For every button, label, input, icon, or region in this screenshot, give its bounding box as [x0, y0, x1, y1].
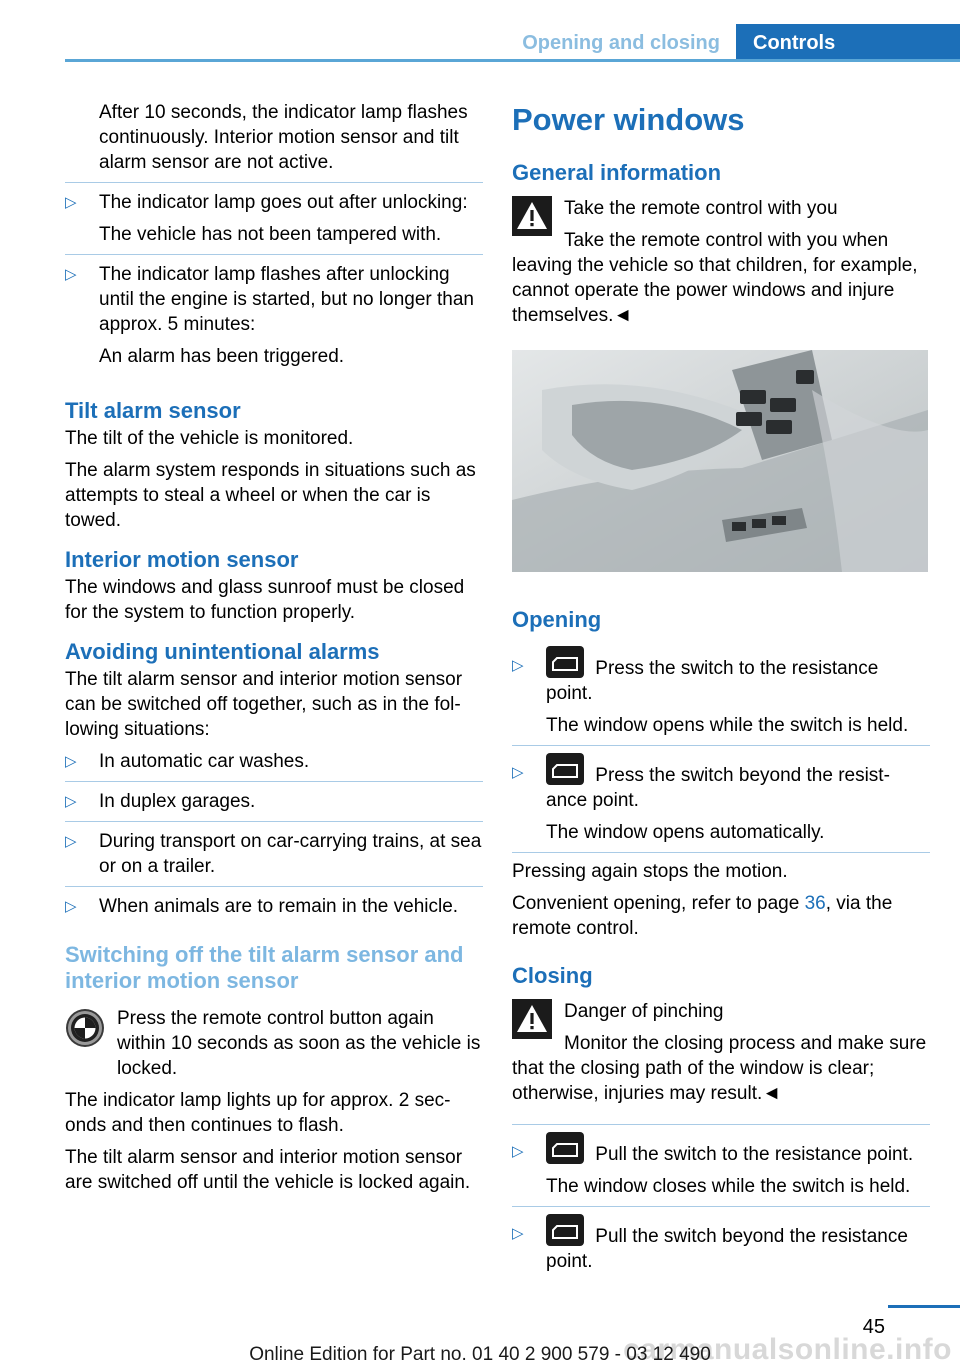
list-item-subtext: The window opens while the switch is held.: [546, 715, 909, 736]
opening-paragraph: Pressing again stops the motion.: [512, 852, 930, 884]
window-switch-icon: [546, 753, 584, 785]
edition-footer: Online Edition for Part no. 01 40 2 900 579 - 03 12 490: [249, 1344, 711, 1365]
triangle-right-icon: ▷: [65, 833, 77, 850]
list-item-text: Pull the switch beyond the resistance point.: [546, 1226, 908, 1272]
triangle-right-icon: ▷: [65, 194, 77, 211]
left-column: [65, 100, 483, 1195]
chapter-tab: Controls: [736, 24, 960, 62]
closing-list: [512, 1124, 930, 1281]
list-item-text: Pull the switch to the resistance point.: [595, 1144, 914, 1165]
tilt-paragraph: The alarm system responds in situations such as attempts to steal a wheel or when the car is towed.: [65, 460, 476, 531]
continued-paragraph: After 10 seconds, the indicator lamp flashes continuously. Interior motion sensor and tilt alarm sensor are not active.: [99, 102, 468, 173]
tilt-alarm-heading: Tilt alarm sensor: [65, 398, 241, 423]
list-item-subtext: The window closes while the switch is held.: [546, 1176, 911, 1197]
list-item-text: When animals are to remain in the vehicle.: [99, 896, 459, 917]
switching-off-heading: Switching off the tilt alarm sensor and interior motion sensor: [65, 942, 464, 993]
triangle-right-icon: ▷: [512, 1143, 524, 1160]
list-item: [65, 886, 483, 926]
list-item-text: The indicator lamp goes out after unlocking:: [99, 192, 468, 213]
text-run: Convenient opening, refer to page: [512, 893, 805, 914]
warning-body: Take the remote control with you when leaving the vehicle so that children, for example, cannot operate the power windows and injure themselves.◄: [512, 230, 918, 326]
tilt-paragraph: The tilt of the vehicle is monitored.: [65, 428, 354, 449]
list-item: [65, 781, 483, 821]
list-item: [512, 1125, 930, 1206]
door-panel-photo: [512, 350, 928, 572]
warning-title: Danger of pinching: [564, 1001, 724, 1022]
footer-rule: [888, 1305, 960, 1308]
switching-off-paragraph: The tilt alarm sensor and interior motion sensor are switched off until the vehicle is locked again.: [65, 1147, 471, 1193]
page-header: [65, 24, 960, 62]
list-item-subtext: The window opens automatically.: [546, 822, 825, 843]
triangle-right-icon: ▷: [65, 793, 77, 810]
situations-list: [65, 742, 483, 926]
list-item-subtext: The vehicle has not been tampered with.: [99, 224, 442, 245]
avoiding-alarms-heading: Avoiding unintentional alarms: [65, 639, 380, 664]
triangle-right-icon: ▷: [512, 1225, 524, 1242]
text-run: , via the remote control.: [512, 893, 893, 939]
triangle-right-icon: ▷: [65, 266, 77, 283]
triangle-right-icon: ▷: [512, 764, 524, 781]
header-rule: [65, 59, 960, 62]
warning-triangle-icon: [512, 999, 552, 1039]
list-item: [65, 821, 483, 886]
list-item-text: In duplex garages.: [99, 791, 256, 812]
triangle-right-icon: ▷: [512, 657, 524, 674]
switching-off-paragraph: Press the remote control button again within 10 seconds as soon as the vehicle is locked.: [117, 1008, 481, 1079]
list-item-text: Press the switch to the resistance point.: [546, 658, 879, 704]
general-information-heading: General information: [512, 160, 722, 185]
page-title: Power windows: [512, 102, 745, 137]
list-item: [512, 1206, 930, 1281]
list-item-text: The indicator lamp flashes after unlocking until the engine is started, but no longer than approx. 5 minutes:: [99, 264, 474, 335]
window-switch-icon: [546, 646, 584, 678]
closing-heading: Closing: [512, 963, 593, 988]
triangle-right-icon: ▷: [65, 753, 77, 770]
triangle-right-icon: ▷: [65, 898, 77, 915]
page-number: 45: [862, 1316, 885, 1338]
opening-paragraph: [512, 891, 930, 941]
opening-list: [512, 639, 930, 852]
warning-block: [512, 196, 930, 328]
warning-triangle-icon: [512, 196, 552, 236]
warning-block: [512, 999, 930, 1106]
bmw-logo-icon: [65, 1008, 105, 1048]
right-column: [512, 100, 930, 1281]
indicator-list: [65, 182, 483, 376]
window-switch-icon: [546, 1132, 584, 1164]
interior-paragraph: The windows and glass sunroof must be closed for the system to function properly.: [65, 577, 465, 623]
opening-heading: Opening: [512, 607, 602, 632]
watermark: carmanualsonline.info: [623, 1333, 952, 1366]
section-tab: Opening and closing: [522, 32, 720, 54]
page-reference-link[interactable]: 36: [804, 893, 826, 914]
list-item: [65, 254, 483, 376]
switching-off-paragraph: The indicator lamp lights up for approx. 2 sec-onds and then continues to flash.: [65, 1090, 451, 1136]
remote-button-block: [65, 1006, 483, 1081]
list-item: [65, 742, 483, 781]
list-item-text: In automatic car washes.: [99, 751, 310, 772]
list-item-text: Press the switch beyond the resist-ance point.: [546, 765, 890, 811]
interior-motion-heading: Interior motion sensor: [65, 547, 299, 572]
window-switch-icon: [546, 1214, 584, 1246]
list-item-subtext: An alarm has been triggered.: [99, 346, 345, 367]
warning-title: Take the remote control with you: [564, 198, 838, 219]
warning-body: Monitor the closing process and make sure that the closing path of the window is clear; otherwise, injuries may result.◄: [512, 1033, 927, 1104]
list-item-text: During transport on car-carrying trains, at sea or on a trailer.: [99, 831, 482, 877]
list-item: [512, 639, 930, 745]
avoiding-paragraph: The tilt alarm sensor and interior motion sensor can be switched off together, such as in the fol-lowing situations:: [65, 669, 463, 740]
list-item: [512, 745, 930, 852]
list-item: [65, 183, 483, 254]
